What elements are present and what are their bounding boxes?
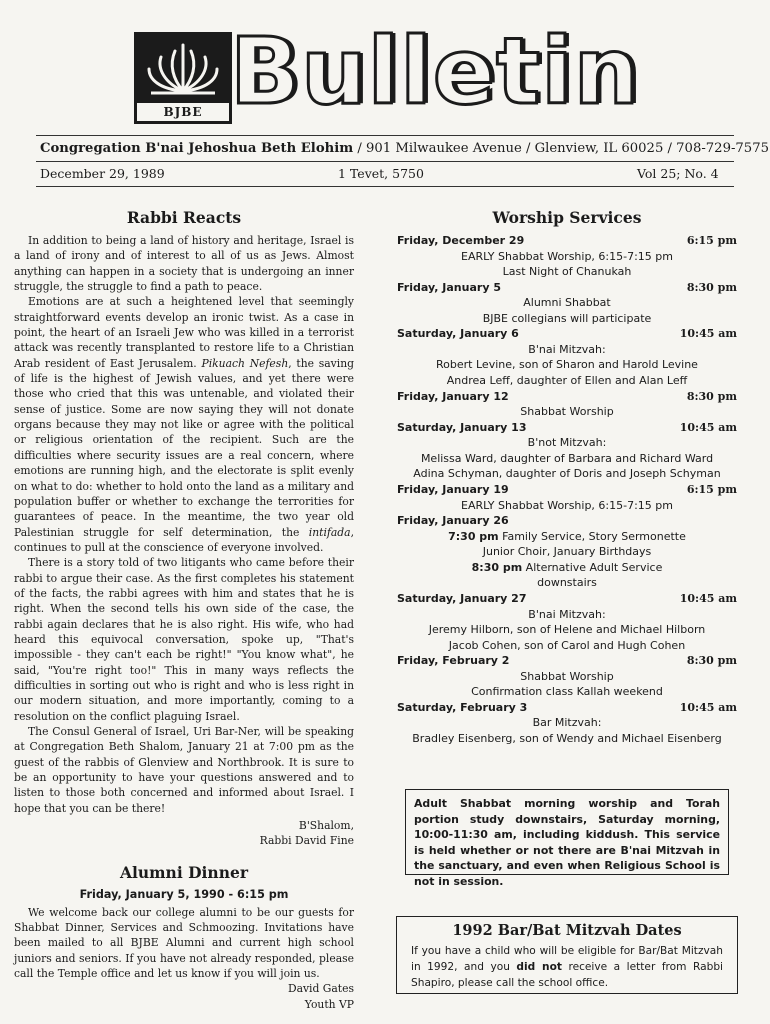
adult-shabbat-notice: Adult Shabbat morning worship and Torah portion study downstairs, Saturday morning, 10:00-11:30 am, including kiddush. This service is held whether or not there are B'nai Mitzvah in the sanctuary, and even when Religious School is not in session. — [405, 789, 729, 875]
service-detail: EARLY Shabbat Worship, 6:15-7:15 pm — [461, 249, 673, 263]
service-detail: B'not Mitzvah: — [527, 436, 607, 450]
mitzvah-dates-notice — [396, 916, 738, 994]
rabbi-paragraph-2 — [14, 294, 354, 555]
service-heading — [397, 420, 737, 436]
service-subtime: 8:30 pm — [471, 560, 523, 574]
service-detail — [397, 560, 737, 576]
service-time: 6:15 pm — [686, 483, 737, 497]
service-detail: Melissa Ward, daughter of Barbara and Richard Ward — [420, 451, 714, 465]
service-day: Saturday, January 13 — [397, 420, 527, 434]
service-heading — [397, 513, 737, 529]
service-detail: B'nai Mitzvah: — [528, 342, 606, 356]
service-day: Friday, February 2 — [397, 654, 510, 668]
service-detail: Shabbat Worship — [520, 669, 614, 683]
service-day: Friday, January 26 — [397, 514, 509, 528]
rabbi-p2-part-a: Emotions are at such a heightened level that seemingly straightforward events develop an ironic twist. As a case in point, the heart of an Israeli Jew who was killed in a terrorist attack was recently transplanted to restore life to a Christian Arab resident of East Jerusalem. — [14, 295, 354, 370]
service-heading — [397, 389, 737, 405]
alumni-paragraph: We welcome back our college alumni to be our guests for Shabbat Dinner, Services and Schmoozing. Invitations have been mailed to all BJBE Alumni and current high school juniors and seniors. If you have not already responded, please call the Temple office and let us know if you will join us. — [14, 905, 354, 981]
service-heading — [397, 591, 737, 607]
service-detail: BJBE collegians will participate — [482, 311, 652, 325]
service-day: Saturday, February 3 — [397, 700, 528, 714]
service-time: 8:30 pm — [686, 389, 737, 403]
service-time: 8:30 pm — [686, 280, 737, 294]
service-detail — [397, 575, 737, 591]
service-heading — [397, 233, 737, 249]
service-detail: Alumni Shabbat — [523, 296, 611, 310]
service-subdetail: Alternative Adult Service — [522, 560, 663, 574]
alumni-dinner-date: Friday, January 5, 1990 - 6:15 pm — [79, 887, 289, 901]
logo-caption: BJBE — [137, 101, 229, 121]
rabbi-signoff — [14, 818, 354, 849]
flame-icon — [137, 35, 229, 101]
congregation-name: Congregation B'nai Jehoshua Beth Elohim — [40, 141, 354, 156]
service-time: 10:45 am — [679, 592, 737, 605]
service-day: Friday, January 19 — [397, 483, 509, 497]
rabbi-reacts-title: Rabbi Reacts — [126, 208, 242, 227]
rabbi-closing: B'Shalom, — [298, 819, 354, 833]
rabbi-signature: Rabbi David Fine — [259, 834, 354, 848]
service-heading — [397, 482, 737, 498]
worship-services-title: Worship Services — [492, 208, 642, 227]
service-heading — [397, 653, 737, 669]
service-heading — [397, 700, 737, 716]
congregation-line — [40, 141, 769, 156]
service-day: Friday, January 12 — [397, 389, 509, 403]
rabbi-paragraph-4: The Consul General of Israel, Uri Bar-Ner, will be speaking at Congregation Beth Shalom, January 21 at 7:00 pm as the guest of the rabbis of Glenview and Northbrook. It is sure to be an opportunity to have your questions answered and to listen to those both concerned and informed about Israel. I hope that you can be there! — [14, 725, 354, 815]
service-detail: Last Night of Chanukah — [502, 265, 632, 279]
service-day: Saturday, January 6 — [397, 327, 519, 341]
masthead-title: Bulletin — [230, 18, 641, 125]
service-detail: Jeremy Hilborn, son of Helene and Michael Hilborn — [428, 623, 706, 637]
congregation-address: / 901 Milwaukee Avenue / Glenview, IL 60025 / 708-729-7575 — [353, 141, 769, 156]
header-rule-top — [36, 135, 734, 136]
bjbe-logo — [134, 32, 232, 124]
mitzvah-dates-text — [411, 943, 723, 991]
issue-date: December 29, 1989 — [40, 166, 165, 181]
service-subdetail: downstairs — [537, 576, 597, 590]
alumni-signoff — [14, 981, 354, 1012]
alumni-dinner-article — [14, 905, 354, 982]
alumni-dinner-title: Alumni Dinner — [119, 862, 249, 882]
alumni-signature-name: David Gates — [287, 982, 354, 996]
mitzvah-dates-title: 1992 Bar/Bat Mitzvah Dates — [452, 922, 682, 939]
service-subdetail: Junior Choir, January Birthdays — [482, 545, 652, 559]
service-day: Friday, January 5 — [397, 280, 501, 294]
service-detail — [397, 529, 737, 545]
service-day: Friday, December 29 — [397, 234, 525, 247]
service-heading — [397, 280, 737, 296]
service-detail: B'nai Mitzvah: — [528, 607, 606, 621]
volume-number: Vol 25; No. 4 — [637, 166, 719, 181]
service-time: 8:30 pm — [686, 654, 737, 668]
left-column — [14, 208, 354, 1012]
service-heading — [397, 326, 737, 342]
service-detail: Adina Schyman, daughter of Doris and Joseph Schyman — [413, 467, 721, 481]
hebrew-date: 1 Tevet, 5750 — [338, 166, 424, 181]
service-detail: EARLY Shabbat Worship, 6:15-7:15 pm — [461, 498, 673, 512]
masthead — [134, 18, 641, 126]
alumni-signature-title: Youth VP — [304, 997, 354, 1011]
rabbi-p2-part-b: , the saving of life is the highest of Jewish values, and yet there were those who cried that this was untenable, and violated their sense of justice. Some are now saying they will not donate organs because they may not like or agree with the political or religious orientation of the recipient. Such are the difficulties where security issues are a real concern, where emotions are running high, and the electorate is split evenly on what to do: whether to hold onto the land as a military and population buffer or whether to exchange the terrorities for guarantees of peace. In the meantime, the two year old Palestinian struggle for self determination, the — [14, 356, 355, 539]
service-subdetail: Family Service, Story Sermonette — [498, 529, 686, 543]
service-detail: Shabbat Worship — [520, 405, 614, 419]
worship-services-list — [397, 233, 737, 747]
header-rule-bottom — [36, 186, 734, 187]
rabbi-paragraph-3: There is a story told of two litigants who came before their rabbi to argue their case. As the first completes his statement of the facts, the rabbi agrees with him and states that he is right. When the second tells his own side of the case, the rabbi again declares that he is also right. His wife, who had heard this equivocal conversation, spoke up, "That's impossible - they can't each be right!" "You know what", he said, "You're right too!" This in many ways reflects the difficulties in sorting out who is right and who is less right in our modern situation, and more importantly, coming to a resolution on the conflict plaguing Israel. — [14, 556, 354, 723]
service-subtime: 7:30 pm — [448, 529, 499, 543]
service-day: Saturday, January 27 — [397, 592, 527, 605]
service-time: 10:45 am — [679, 327, 737, 341]
intifada-term: intifada — [308, 525, 351, 539]
service-time: 10:45 am — [679, 420, 737, 434]
rabbi-reacts-article — [14, 233, 354, 816]
service-detail — [397, 544, 737, 560]
service-detail: Robert Levine, son of Sharon and Harold Levine — [436, 358, 698, 372]
right-column — [397, 208, 737, 747]
service-detail: Andrea Leff, daughter of Ellen and Alan Leff — [446, 374, 688, 388]
pikuach-nefesh-term: Pikuach Nefesh — [201, 356, 289, 370]
service-detail: Jacob Cohen, son of Carol and Hugh Cohen — [448, 638, 686, 652]
service-time: 6:15 pm — [686, 234, 737, 247]
service-time: 10:45 am — [679, 700, 737, 714]
rabbi-p2-part-c: , continues to pull at the conscience of everyone involved. — [14, 525, 354, 554]
service-detail: Confirmation class Kallah weekend — [471, 685, 663, 699]
header-rule-mid — [36, 161, 734, 162]
service-detail: Bar Mitzvah: — [532, 716, 602, 730]
service-detail: Bradley Eisenberg, son of Wendy and Michael Eisenberg — [412, 732, 722, 746]
mitzvah-text-part-2: receive a letter from Rabbi Shapiro, please call the school office. — [411, 961, 723, 989]
mitzvah-text-emphasis: did not — [516, 961, 562, 973]
mitzvah-text-part-1: If you have a child who will be eligible for Bar/Bat Mitzvah in 1992, and you — [411, 945, 723, 973]
rabbi-paragraph-1: In addition to being a land of history and heritage, Israel is a land of irony and of interest to all of us as Jews. Almost anything can happen in a society that is undergoing an inner struggle, the struggle to find a path to peace. — [14, 234, 354, 294]
